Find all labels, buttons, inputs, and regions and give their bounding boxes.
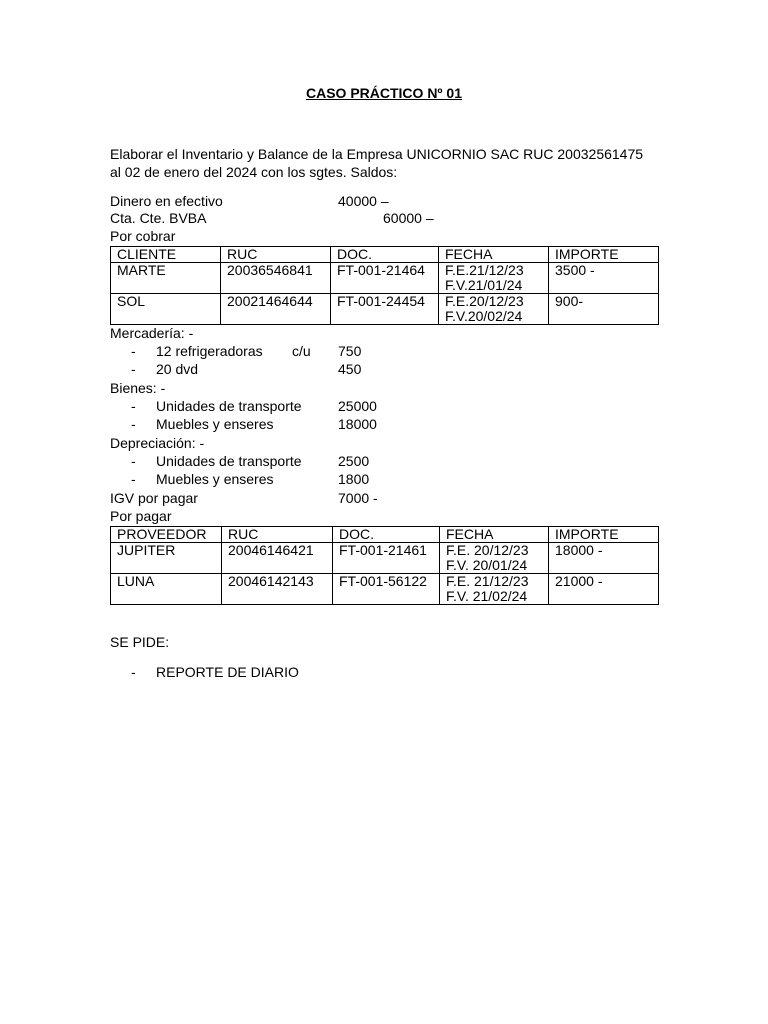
issue-date: F.E.21/12/23 bbox=[445, 262, 524, 278]
table-row bbox=[111, 263, 659, 294]
issue-date: F.E. 20/12/23 bbox=[446, 542, 529, 558]
supplier-cell: JUPITER bbox=[111, 543, 222, 574]
list-bullet: - bbox=[131, 471, 136, 487]
intro-line-1: Elaborar el Inventario y Balance de la Empresa UNICORNIO SAC RUC 20032561475 bbox=[110, 146, 644, 162]
merchandise-item-name: 20 dvd bbox=[156, 361, 199, 377]
list-bullet: - bbox=[131, 416, 136, 432]
request-item: REPORTE DE DIARIO bbox=[156, 664, 299, 680]
cash-value: 40000 – bbox=[338, 193, 389, 209]
client-cell: SOL bbox=[111, 294, 221, 325]
assets-label: Bienes: - bbox=[110, 380, 166, 396]
bank-value: 60000 – bbox=[383, 210, 434, 226]
depreciation-item-name: Muebles y enseres bbox=[156, 471, 274, 487]
depreciation-item-name: Unidades de transporte bbox=[156, 453, 302, 469]
header-cell: FECHA bbox=[439, 247, 549, 263]
intro-line-2: al 02 de enero del 2024 con los sgtes. Saldos: bbox=[110, 164, 398, 180]
header-cell: IMPORTE bbox=[549, 247, 659, 263]
depreciation-item-value: 1800 bbox=[338, 471, 370, 487]
merchandise-label: Mercadería: - bbox=[110, 325, 194, 341]
amount-cell: 18000 - bbox=[549, 543, 659, 574]
ruc-cell: 20046142143 bbox=[222, 574, 333, 605]
asset-item-name: Muebles y enseres bbox=[156, 416, 274, 432]
cash-label: Dinero en efectivo bbox=[110, 193, 223, 209]
issue-date: F.E.20/12/23 bbox=[445, 293, 524, 309]
ruc-cell: 20021464644 bbox=[221, 294, 331, 325]
list-bullet: - bbox=[131, 453, 136, 469]
payables-table bbox=[110, 526, 659, 605]
due-date: F.V.20/02/24 bbox=[445, 308, 523, 324]
doc-cell: FT-001-21461 bbox=[333, 543, 440, 574]
due-date: F.V.21/01/24 bbox=[445, 277, 523, 293]
asset-item-name: Unidades de transporte bbox=[156, 398, 302, 414]
depreciation-label: Depreciación: - bbox=[110, 435, 205, 451]
header-cell: RUC bbox=[222, 527, 333, 543]
list-bullet: - bbox=[131, 361, 136, 377]
header-cell: IMPORTE bbox=[549, 527, 659, 543]
list-bullet: - bbox=[131, 664, 136, 680]
doc-cell: FT-001-56122 bbox=[333, 574, 440, 605]
receivables-table bbox=[110, 246, 659, 325]
due-date: F.V. 21/02/24 bbox=[446, 588, 528, 604]
merchandise-item-unit: c/u bbox=[292, 343, 311, 359]
list-bullet: - bbox=[131, 398, 136, 414]
header-cell: FECHA bbox=[440, 527, 549, 543]
header-cell: RUC bbox=[221, 247, 331, 263]
ruc-cell: 20046146421 bbox=[222, 543, 333, 574]
bank-label: Cta. Cte. BVBA bbox=[110, 210, 207, 226]
supplier-cell: LUNA bbox=[111, 574, 222, 605]
table-row bbox=[111, 574, 659, 605]
asset-item-value: 25000 bbox=[338, 398, 377, 414]
igv-value: 7000 - bbox=[338, 490, 378, 506]
client-cell: MARTE bbox=[111, 263, 221, 294]
amount-cell: 21000 - bbox=[549, 574, 659, 605]
list-bullet: - bbox=[131, 343, 136, 359]
date-cell bbox=[440, 543, 549, 574]
due-date: F.V. 20/01/24 bbox=[446, 557, 528, 573]
receivables-label: Por cobrar bbox=[110, 228, 176, 244]
table-row bbox=[111, 543, 659, 574]
table-header-row bbox=[111, 527, 659, 543]
date-cell bbox=[439, 263, 549, 294]
doc-cell: FT-001-24454 bbox=[331, 294, 439, 325]
amount-cell: 900- bbox=[549, 294, 659, 325]
ruc-cell: 20036546841 bbox=[221, 263, 331, 294]
document-title: CASO PRÁCTICO Nº 01 bbox=[305, 85, 463, 101]
table-header-row bbox=[111, 247, 659, 263]
header-cell: CLIENTE bbox=[111, 247, 221, 263]
date-cell bbox=[439, 294, 549, 325]
depreciation-item-value: 2500 bbox=[338, 453, 370, 469]
header-cell: DOC. bbox=[333, 527, 440, 543]
merchandise-item-value: 750 bbox=[338, 343, 362, 359]
header-cell: PROVEEDOR bbox=[111, 527, 222, 543]
issue-date: F.E. 21/12/23 bbox=[446, 573, 529, 589]
header-cell: DOC. bbox=[331, 247, 439, 263]
merchandise-item-value: 450 bbox=[338, 361, 362, 377]
amount-cell: 3500 - bbox=[549, 263, 659, 294]
table-row bbox=[111, 294, 659, 325]
igv-label: IGV por pagar bbox=[110, 490, 198, 506]
asset-item-value: 18000 bbox=[338, 416, 377, 432]
date-cell bbox=[440, 574, 549, 605]
doc-cell: FT-001-21464 bbox=[331, 263, 439, 294]
merchandise-item-name: 12 refrigeradoras bbox=[156, 343, 263, 359]
request-label: SE PIDE: bbox=[110, 634, 170, 650]
intro-paragraph bbox=[110, 145, 658, 181]
payables-label: Por pagar bbox=[110, 508, 172, 524]
